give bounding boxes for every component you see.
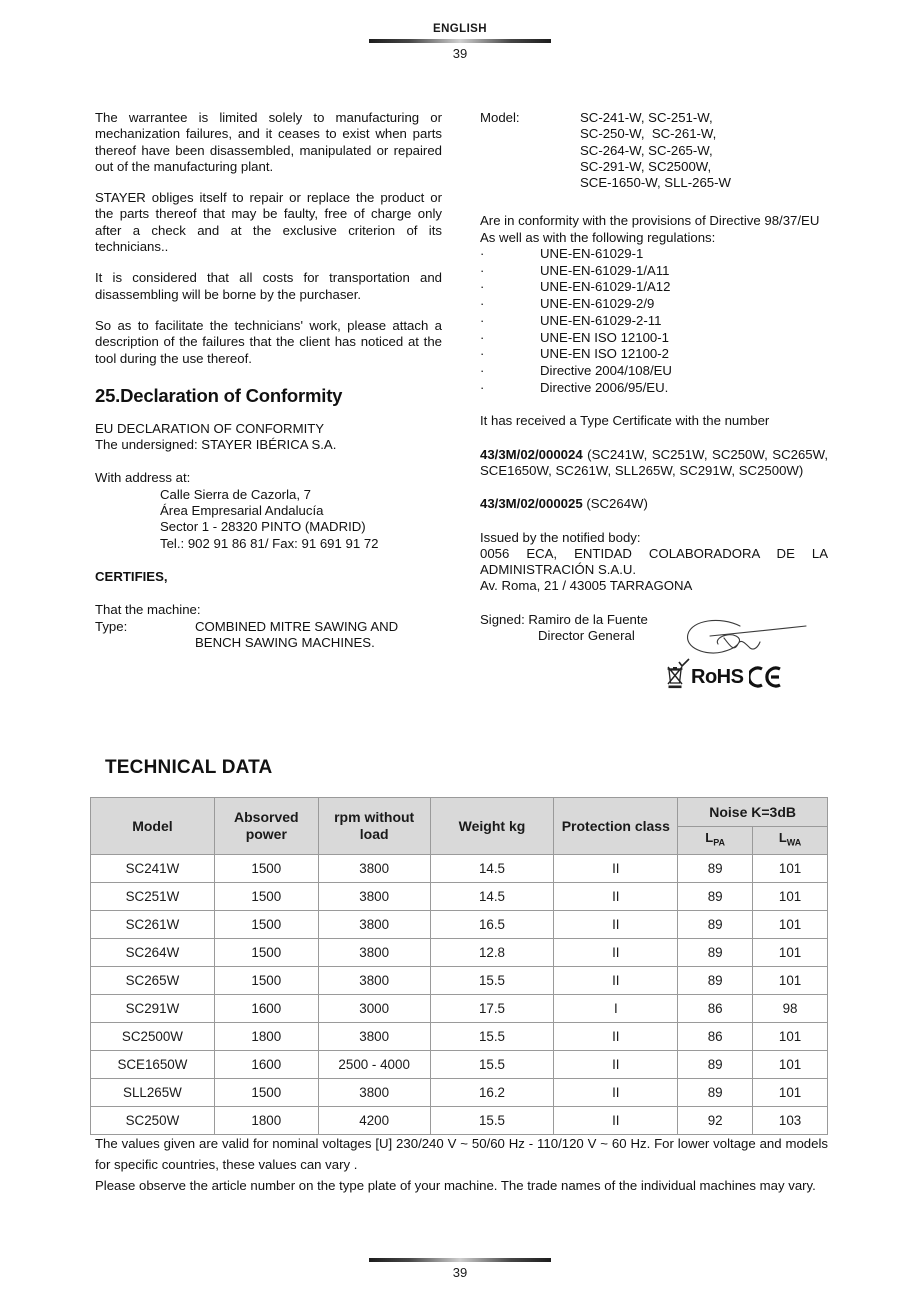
column-header-noise-group: Noise K=3dB [678,798,828,827]
cell-lwa: 101 [753,967,828,995]
ce-mark-icon [749,666,783,688]
cell-lwa: 101 [753,939,828,967]
signer-title: Director General [538,628,635,644]
regulation-item [480,346,828,363]
column-header-weight: Weight kg [430,798,554,855]
address-line-4: Tel.: 902 91 86 81/ Fax: 91 691 91 72 [160,535,379,551]
cell-model: SC261W [91,911,215,939]
model-line-1: SC-241-W, SC-251-W, [580,110,713,125]
spacer [480,595,828,612]
cell-lwa: 98 [753,995,828,1023]
cell-model: SC264W [91,939,215,967]
cell-lpa: 89 [678,939,753,967]
technical-data-table [90,797,828,1135]
cell-protection: I [554,995,678,1023]
regulation-label: UNE-EN-61029-1/A11 [540,262,670,278]
cell-lwa: 101 [753,1051,828,1079]
technical-data-title: TECHNICAL DATA [105,757,273,778]
cell-lpa: 89 [678,855,753,883]
regulations-list [480,246,828,396]
machine-label: That the machine: [95,602,201,618]
regulation-label: Directive 2004/108/EU [540,363,672,378]
regulation-item [480,313,828,330]
lwa-main: L [778,830,787,846]
cell-rpm: 4200 [318,1107,430,1135]
cell-rpm: 3800 [318,1079,430,1107]
table-footnotes [95,1133,828,1196]
cell-rpm: 3800 [318,911,430,939]
warranty-paragraph-4: So as to facilitate the technicians' work, please attach a description of the failures that the client has noticed at the tool during the use thereof. [95,317,442,366]
cell-model: SC2500W [91,1023,215,1051]
type-value-line-2: BENCH SAWING MACHINES. [195,634,375,650]
certificate-entry-2 [480,496,828,512]
column-header-lpa [678,827,753,855]
table-row [91,883,828,911]
cell-lpa: 89 [678,967,753,995]
regulation-item [480,380,828,397]
cell-protection: II [554,883,678,911]
cell-lpa: 92 [678,1107,753,1135]
regulation-item [480,263,828,280]
table-row [91,911,828,939]
cell-lpa: 89 [678,1051,753,1079]
cell-weight: 14.5 [430,883,554,911]
table-row [91,995,828,1023]
cell-lwa: 101 [753,911,828,939]
column-header-model: Model [91,798,215,855]
cell-weight: 15.5 [430,1023,554,1051]
cell-weight: 12.8 [430,939,554,967]
footer-page-number: 39 [452,1265,468,1280]
bullet-dot-icon: · [480,246,485,262]
cell-protection: II [554,1107,678,1135]
cell-lwa: 103 [753,1107,828,1135]
cell-weight: 17.5 [430,995,554,1023]
certificate-number-1: 43/3M/02/000024 [480,446,583,462]
cell-power: 1600 [214,1051,318,1079]
spacer [480,396,828,413]
cell-protection: II [554,967,678,995]
cell-rpm: 3800 [318,939,430,967]
cell-lpa: 89 [678,911,753,939]
header-divider-rule [369,39,551,43]
regulation-label: UNE-EN-61029-2/9 [540,296,655,312]
spacer [95,453,442,470]
cell-power: 1500 [214,855,318,883]
cell-protection: II [554,1023,678,1051]
conformity-statement: Are in conformity with the provisions of Directive 98/37/EU [480,213,820,229]
warranty-paragraph-1: The warrantee is limited solely to manufacturing or mechanization failures, and it ceases to exist when parts thereof have been disassembled, manipulated or repaired out of the manufacturing plant. [95,110,442,174]
bullet-dot-icon: · [480,296,485,312]
address-block [95,470,442,551]
table-row [91,1023,828,1051]
cell-rpm: 3800 [318,883,430,911]
signed-by-label: Signed: Ramiro de la Fuente [480,611,648,627]
cell-lwa: 101 [753,1023,828,1051]
warranty-paragraph-3: It is considered that all costs for transportation and disassembling will be borne by the purchaser. [95,270,442,302]
regulation-label: UNE-EN ISO 12100-2 [540,346,669,362]
cell-model: SC250W [91,1107,215,1135]
compliance-marks [665,664,783,690]
model-line-5: SCE-1650-W, SLL-265-W [580,175,731,191]
model-label: Model: [480,110,520,125]
column-header-protection-class: Protection class [554,798,678,855]
certificate-models-2: (SC264W) [582,496,648,512]
column-header-rpm-without-load: rpm without load [318,798,430,855]
header-page-number: 39 [452,46,468,61]
bullet-dot-icon: · [480,363,485,378]
bullet-dot-icon: · [480,329,485,345]
cell-protection: II [554,1079,678,1107]
machine-type-block [95,602,442,651]
signature-block [480,611,828,688]
model-line-3: SC-264-W, SC-265-W, [580,142,713,158]
cell-lpa: 86 [678,1023,753,1051]
table-row [91,1079,828,1107]
cell-model: SC265W [91,967,215,995]
table-header-row-1 [91,798,828,827]
certificate-models-1: (SC241W, SC251W, SC250W, SC265W, SCE1650W, SC261W, SLL265W, SC291W, SC2500W) [480,446,828,478]
column-header-absorved-power: Absorved power [214,798,318,855]
regulation-label: UNE-EN-61029-2-11 [540,312,662,328]
bullet-dot-icon: · [480,312,485,328]
cell-model: SCE1650W [91,1051,215,1079]
eu-declaration-line: EU DECLARATION OF CONFORMITY [95,420,325,436]
column-header-lwa [753,827,828,855]
cell-rpm: 3800 [318,967,430,995]
cell-protection: II [554,911,678,939]
handwritten-signature [680,614,812,660]
regulation-label: UNE-EN-61029-1/A12 [540,279,671,295]
cell-weight: 16.5 [430,911,554,939]
bullet-dot-icon: · [480,346,485,362]
spacer [95,585,442,602]
regulation-label: Directive 2006/95/EU. [540,379,669,395]
cell-power: 1800 [214,1107,318,1135]
lpa-main: L [705,830,714,846]
bullet-dot-icon: · [480,279,485,295]
certifies-label: CERTIFIES, [95,568,168,584]
technical-data-body [91,855,828,1135]
table-row [91,1051,828,1079]
cell-power: 1500 [214,883,318,911]
cell-lwa: 101 [753,883,828,911]
footer-divider-rule [369,1258,551,1262]
cell-weight: 15.5 [430,1051,554,1079]
address-line-3: Sector 1 - 28320 PINTO (MADRID) [160,519,366,535]
page-header [0,22,920,62]
cell-model: SLL265W [91,1079,215,1107]
cell-lpa: 89 [678,883,753,911]
type-label: Type: [95,618,128,634]
left-column [95,110,442,651]
rohs-mark: RoHS [691,665,744,688]
address-label: With address at: [95,470,191,486]
warranty-paragraph-2: STAYER obliges itself to repair or replace the product or the parts thereof that may be faulty, free of charge only after a check and at the exclusive criterion of its technicians.. [95,190,442,255]
cell-lwa: 101 [753,855,828,883]
rohs-check-icon [678,658,690,668]
header-language-label: ENGLISH [433,23,487,35]
spacer [480,430,828,447]
lwa-sub: WA [786,837,802,848]
cell-rpm: 3000 [318,995,430,1023]
address-line-2: Área Empresarial Andalucía [160,503,324,519]
notified-body-block [480,530,828,595]
table-row [91,967,828,995]
cell-weight: 16.2 [430,1079,554,1107]
page-footer [0,1255,920,1281]
footnote-article-number: Please observe the article number on the type plate of your machine. The trade names of the individual machines may vary. [95,1178,816,1193]
certificate-entry-1 [480,447,828,480]
regulation-item [480,330,828,347]
table-row [91,939,828,967]
cell-weight: 15.5 [430,1107,554,1135]
model-line-4: SC-291-W, SC2500W, [580,158,712,174]
regulations-intro: As well as with the following regulations: [480,229,716,245]
cell-power: 1500 [214,911,318,939]
notified-body-label: Issued by the notified body: [480,529,641,545]
spacer [480,191,828,213]
type-value-line-1: COMBINED MITRE SAWING AND [195,618,399,634]
model-list-block [480,110,828,191]
bullet-dot-icon: · [480,379,485,395]
lpa-sub: PA [713,837,726,848]
cell-power: 1500 [214,939,318,967]
cell-power: 1500 [214,1079,318,1107]
cell-lpa: 89 [678,1079,753,1107]
notified-body-line-1: 0056 ECA, ENTIDAD COLABORADORA DE LA ADMINISTRACIÓN S.A.U. [480,545,828,578]
cell-protection: II [554,855,678,883]
cell-weight: 14.5 [430,855,554,883]
cell-protection: II [554,939,678,967]
cell-power: 1600 [214,995,318,1023]
type-certificate-intro: It has received a Type Certificate with the number [480,413,770,429]
table-row [91,1107,828,1135]
table-row [91,855,828,883]
regulation-item [480,279,828,296]
regulation-label: UNE-EN ISO 12100-1 [540,329,669,345]
regulation-item [480,296,828,313]
cell-model: SC291W [91,995,215,1023]
regulation-item [480,363,828,380]
footnote-voltage: The values given are valid for nominal voltages [U] 230/240 V ~ 50/60 Hz - 110/120 V ~ 60 Hz. For lower voltage and models for specific countries, these values can vary . [95,1136,828,1172]
spacer [480,513,828,530]
spacer [480,479,828,496]
section-title-declaration-of-conformity: 25.Declaration of Conformity [95,384,343,406]
spacer [95,552,442,569]
model-line-2: SC-250-W, SC-261-W, [580,126,717,142]
cell-rpm: 3800 [318,855,430,883]
cell-lpa: 86 [678,995,753,1023]
cell-power: 1500 [214,967,318,995]
cell-model: SC241W [91,855,215,883]
cell-model: SC251W [91,883,215,911]
cell-lwa: 101 [753,1079,828,1107]
cell-power: 1800 [214,1023,318,1051]
bullet-dot-icon: · [480,262,485,278]
cell-rpm: 2500 - 4000 [318,1051,430,1079]
right-column [480,110,828,688]
address-line-1: Calle Sierra de Cazorla, 7 [160,486,311,502]
cell-weight: 15.5 [430,967,554,995]
cell-protection: II [554,1051,678,1079]
regulation-item [480,246,828,263]
notified-body-line-2: Av. Roma, 21 / 43005 TARRAGONA [480,578,693,594]
certificate-number-2: 43/3M/02/000025 [480,496,583,512]
cell-rpm: 3800 [318,1023,430,1051]
regulation-label: UNE-EN-61029-1 [540,246,644,262]
undersigned-line: The undersigned: STAYER IBÉRICA S.A. [95,437,337,453]
